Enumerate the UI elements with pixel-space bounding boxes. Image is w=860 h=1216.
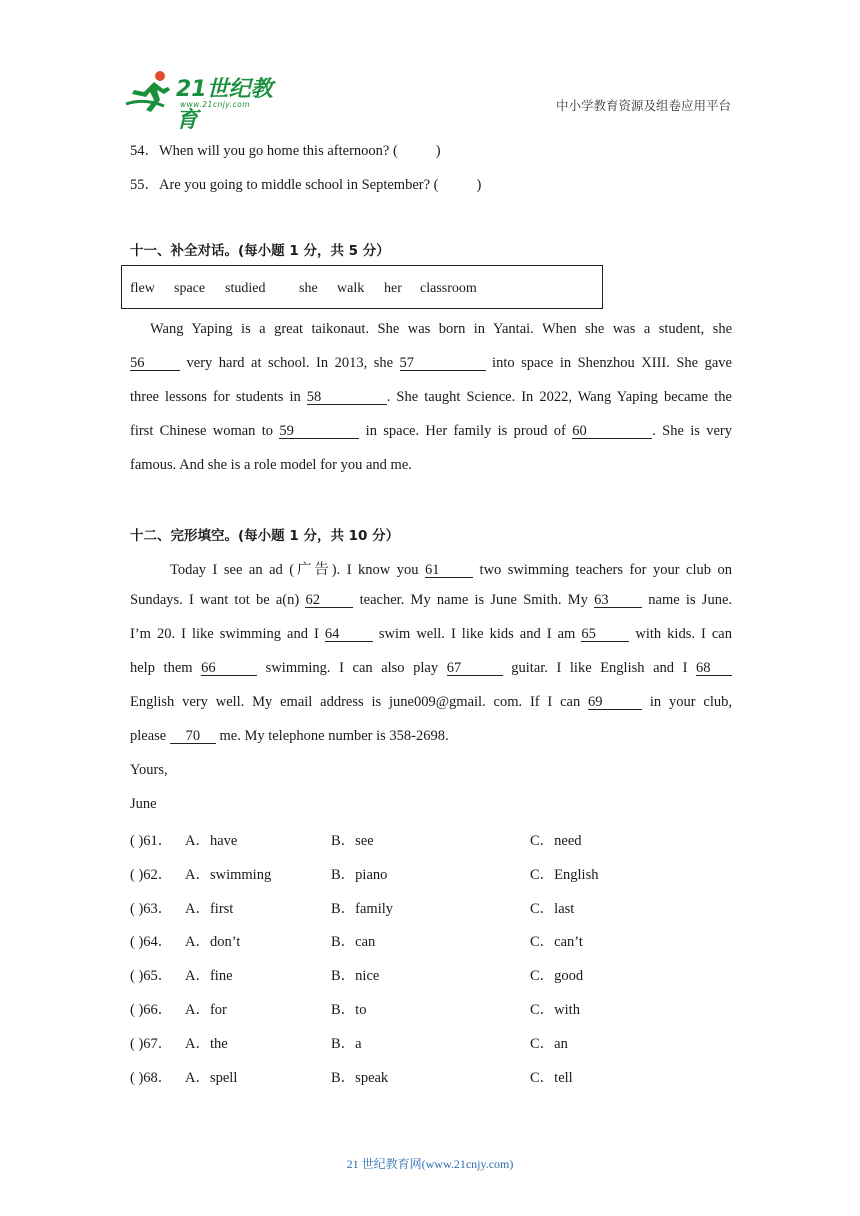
cloze-line bbox=[130, 694, 732, 711]
blank-56[interactable]: 56 bbox=[130, 356, 180, 371]
blank-69[interactable]: 69 bbox=[588, 695, 642, 710]
blank-68[interactable]: 68 bbox=[696, 661, 732, 676]
option-row-number: ( )61． bbox=[130, 833, 173, 849]
blank-60[interactable]: 60 bbox=[572, 424, 652, 439]
option-row-number: ( )63． bbox=[130, 901, 173, 917]
header-platform-text: 中小学教育资源及组卷应用平台 bbox=[555, 98, 731, 113]
word-bank-item: walk bbox=[337, 281, 365, 296]
question-55 bbox=[130, 173, 481, 194]
passage-text: two swimming teachers for your club on bbox=[473, 562, 732, 578]
word-bank-item: classroom bbox=[420, 281, 477, 296]
passage-text: English very well. My email address is june009@gmail. com. If I can bbox=[130, 694, 589, 710]
option-a[interactable]: A．first bbox=[185, 901, 234, 917]
passage-text: into space in Shenzhou XIII. She gave bbox=[485, 355, 732, 371]
option-b[interactable]: B．nice bbox=[331, 968, 380, 984]
question-number: 55． bbox=[130, 177, 159, 193]
option-b[interactable]: B．family bbox=[331, 901, 394, 917]
option-c[interactable]: C．good bbox=[530, 968, 584, 984]
blank-70[interactable]: 70 bbox=[170, 729, 216, 744]
cloze-line bbox=[130, 728, 449, 745]
blank-58[interactable]: 58 bbox=[307, 390, 387, 405]
word-bank-item: flew bbox=[130, 281, 155, 296]
passage-text: first Chinese woman to bbox=[130, 423, 280, 439]
letter-closing: Yours, bbox=[130, 762, 168, 778]
option-a[interactable]: A．fine bbox=[185, 968, 233, 984]
answer-paren: ) bbox=[476, 177, 482, 193]
option-b[interactable]: B．to bbox=[331, 1002, 367, 1018]
blank-57[interactable]: 57 bbox=[400, 356, 486, 371]
passage-text: in space. Her family is proud of bbox=[359, 423, 573, 439]
option-a[interactable]: A．swimming bbox=[185, 867, 272, 883]
letter-signature: June bbox=[130, 796, 157, 812]
passage-line bbox=[130, 389, 732, 406]
runner-icon bbox=[124, 70, 174, 114]
option-a[interactable]: A．for bbox=[185, 1002, 227, 1018]
logo-url: www.21cnjy.com bbox=[180, 100, 251, 109]
word-bank-item: studied bbox=[225, 281, 266, 296]
passage-text: with kids. I can bbox=[629, 626, 732, 642]
option-b[interactable]: B．speak bbox=[331, 1070, 389, 1086]
word-bank-item: her bbox=[384, 281, 402, 296]
page-footer: 21 世纪教育网(www.21cnjy.com) bbox=[346, 1157, 514, 1171]
option-a[interactable]: A．have bbox=[185, 833, 238, 849]
passage-text: teacher. My name is June Smith. My bbox=[353, 592, 595, 608]
cloze-line bbox=[130, 660, 732, 677]
cloze-line bbox=[130, 626, 732, 643]
option-c[interactable]: C．last bbox=[530, 901, 575, 917]
passage-line bbox=[150, 321, 732, 338]
option-c[interactable]: C．English bbox=[530, 867, 599, 883]
blank-59[interactable]: 59 bbox=[279, 424, 359, 439]
passage-text: . She taught Science. In 2022, Wang Yaping became the bbox=[386, 389, 732, 405]
option-row-number: ( )67． bbox=[130, 1036, 173, 1052]
passage-text: very hard at school. In 2013, she bbox=[180, 355, 400, 371]
question-number: 54． bbox=[130, 143, 159, 159]
option-c[interactable]: C．an bbox=[530, 1036, 568, 1052]
passage-text: help them bbox=[130, 660, 202, 676]
option-row-number: ( )65． bbox=[130, 968, 173, 984]
option-row-number: ( )68． bbox=[130, 1070, 173, 1086]
passage-text: I’m 20. I like swimming and I bbox=[130, 626, 325, 642]
word-bank-item: she bbox=[299, 281, 318, 296]
passage-text: swim well. I like kids and I am bbox=[372, 626, 582, 642]
passage-line bbox=[130, 355, 732, 372]
word-bank bbox=[121, 265, 603, 309]
option-b[interactable]: B．can bbox=[331, 934, 376, 950]
option-c[interactable]: C．need bbox=[530, 833, 582, 849]
passage-text: me. My telephone number is 358-2698. bbox=[215, 728, 449, 744]
option-c[interactable]: C．tell bbox=[530, 1070, 573, 1086]
passage-line: famous. And she is a role model for you and me. bbox=[130, 457, 412, 473]
passage-text: Today I see an ad (广告). I know you bbox=[170, 562, 426, 578]
option-b[interactable]: B．piano bbox=[331, 867, 388, 883]
question-text: When will you go home this afternoon? ( bbox=[159, 143, 398, 159]
option-b[interactable]: B．see bbox=[331, 833, 374, 849]
blank-67[interactable]: 67 bbox=[447, 661, 503, 676]
cloze-line bbox=[170, 558, 732, 579]
blank-63[interactable]: 63 bbox=[594, 593, 642, 608]
question-54 bbox=[130, 139, 441, 160]
blank-64[interactable]: 64 bbox=[325, 627, 373, 642]
option-b[interactable]: B．a bbox=[331, 1036, 362, 1052]
site-logo bbox=[124, 70, 294, 133]
passage-text: Wang Yaping is a great taikonaut. She was born in Yantai. When she was a student, she bbox=[150, 321, 732, 337]
option-c[interactable]: C．with bbox=[530, 1002, 580, 1018]
passage-text: guitar. I like English and I bbox=[502, 660, 696, 676]
passage-line bbox=[130, 423, 732, 440]
passage-text: three lessons for students in bbox=[130, 389, 307, 405]
option-c[interactable]: C．can’t bbox=[530, 934, 583, 950]
question-text: Are you going to middle school in September? ( bbox=[159, 177, 439, 193]
blank-66[interactable]: 66 bbox=[201, 661, 257, 676]
passage-text: in your club, bbox=[642, 694, 732, 710]
answer-paren: ) bbox=[435, 143, 441, 159]
blank-61[interactable]: 61 bbox=[425, 563, 473, 578]
blank-62[interactable]: 62 bbox=[305, 593, 353, 608]
section-12-title: 十二、完形填空。(每小题 1 分，共 10 分） bbox=[130, 528, 400, 544]
option-row-number: ( )66． bbox=[130, 1002, 173, 1018]
passage-text: swimming. I can also play bbox=[257, 660, 447, 676]
logo-text: 21世纪教育 bbox=[176, 77, 273, 133]
cloze-line bbox=[130, 592, 732, 609]
section-11-title: 十一、补全对话。(每小题 1 分，共 5 分） bbox=[130, 243, 390, 259]
passage-text: Sundays. I want tot be a(n) bbox=[130, 592, 306, 608]
option-a[interactable]: A．the bbox=[185, 1036, 228, 1052]
passage-text: . She is very bbox=[652, 423, 733, 439]
option-row-number: ( )62． bbox=[130, 867, 173, 883]
option-a[interactable]: A．spell bbox=[185, 1070, 238, 1086]
passage-text: please bbox=[130, 728, 170, 744]
passage-text: name is June. bbox=[642, 592, 733, 608]
word-bank-item: space bbox=[174, 281, 206, 296]
blank-65[interactable]: 65 bbox=[581, 627, 629, 642]
option-a[interactable]: A．don’t bbox=[185, 934, 241, 950]
option-row-number: ( )64． bbox=[130, 934, 173, 950]
